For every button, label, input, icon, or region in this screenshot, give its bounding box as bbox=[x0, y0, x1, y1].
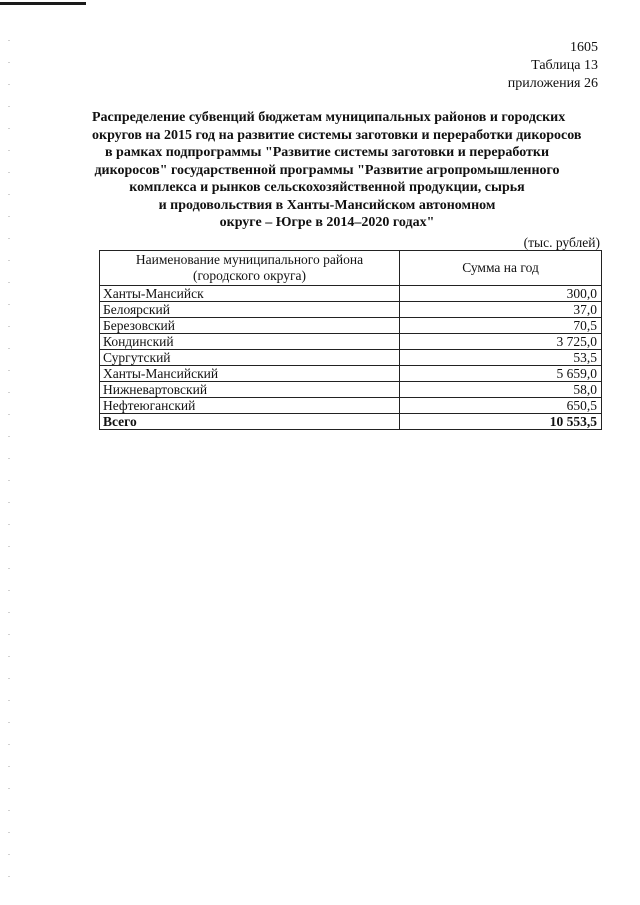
document-title bbox=[92, 109, 582, 232]
subsidy-table bbox=[99, 250, 602, 430]
table-row bbox=[100, 366, 602, 382]
district-name: Березовский bbox=[100, 318, 400, 334]
title-line: округе – Югре в 2014–2020 годах" bbox=[219, 215, 435, 230]
table-row bbox=[100, 398, 602, 414]
page-number: 1605 bbox=[570, 40, 598, 55]
district-name: Ханты-Мансийск bbox=[100, 286, 400, 302]
total-label: Всего bbox=[100, 414, 400, 430]
page-header bbox=[508, 39, 598, 93]
scan-top-rule bbox=[0, 2, 86, 5]
appendix-label: приложения 26 bbox=[507, 76, 598, 91]
table-row bbox=[100, 318, 602, 334]
district-name: Сургутский bbox=[100, 350, 400, 366]
table-header-row bbox=[100, 251, 602, 286]
table-label: Таблица 13 bbox=[531, 58, 598, 73]
district-name: Нефтеюганский bbox=[100, 398, 400, 414]
title-line: и продовольствия в Ханты-Мансийском автономном bbox=[158, 197, 496, 213]
column-header-amount: Сумма на год bbox=[400, 251, 602, 286]
title-line: Распределение субвенций бюджетам муниципальных районов и городских bbox=[92, 110, 566, 125]
table-row bbox=[100, 382, 602, 398]
table-row bbox=[100, 350, 602, 366]
table-row bbox=[100, 286, 602, 302]
amount-value: 53,5 bbox=[400, 350, 602, 366]
amount-value: 5 659,0 bbox=[400, 366, 602, 382]
title-line: в рамках подпрограммы "Развитие системы заготовки и переработки bbox=[104, 145, 550, 160]
column-header-district: Наименование муниципального района (городского округа) bbox=[100, 251, 400, 286]
title-line: округов на 2015 год на развитие системы заготовки и переработки дикоросов bbox=[92, 127, 582, 143]
district-name: Нижневартовский bbox=[100, 382, 400, 398]
scan-edge-marks bbox=[8, 40, 10, 880]
amount-value: 3 725,0 bbox=[400, 334, 602, 350]
amount-value: 70,5 bbox=[400, 318, 602, 334]
district-name: Белоярский bbox=[100, 302, 400, 318]
total-amount: 10 553,5 bbox=[400, 414, 602, 430]
title-line: комплекса и рынков сельскохозяйственной продукции, сырья bbox=[129, 180, 525, 195]
amount-value: 300,0 bbox=[400, 286, 602, 302]
units-label: (тыс. рублей) bbox=[523, 235, 600, 250]
amount-value: 37,0 bbox=[400, 302, 602, 318]
district-name: Ханты-Мансийский bbox=[100, 366, 400, 382]
amount-value: 58,0 bbox=[400, 382, 602, 398]
table-row bbox=[100, 334, 602, 350]
district-name: Кондинский bbox=[100, 334, 400, 350]
amount-value: 650,5 bbox=[400, 398, 602, 414]
total-row bbox=[100, 414, 602, 430]
table-row bbox=[100, 302, 602, 318]
title-line: дикоросов" государственной программы "Развитие агропромышленного bbox=[94, 162, 560, 178]
